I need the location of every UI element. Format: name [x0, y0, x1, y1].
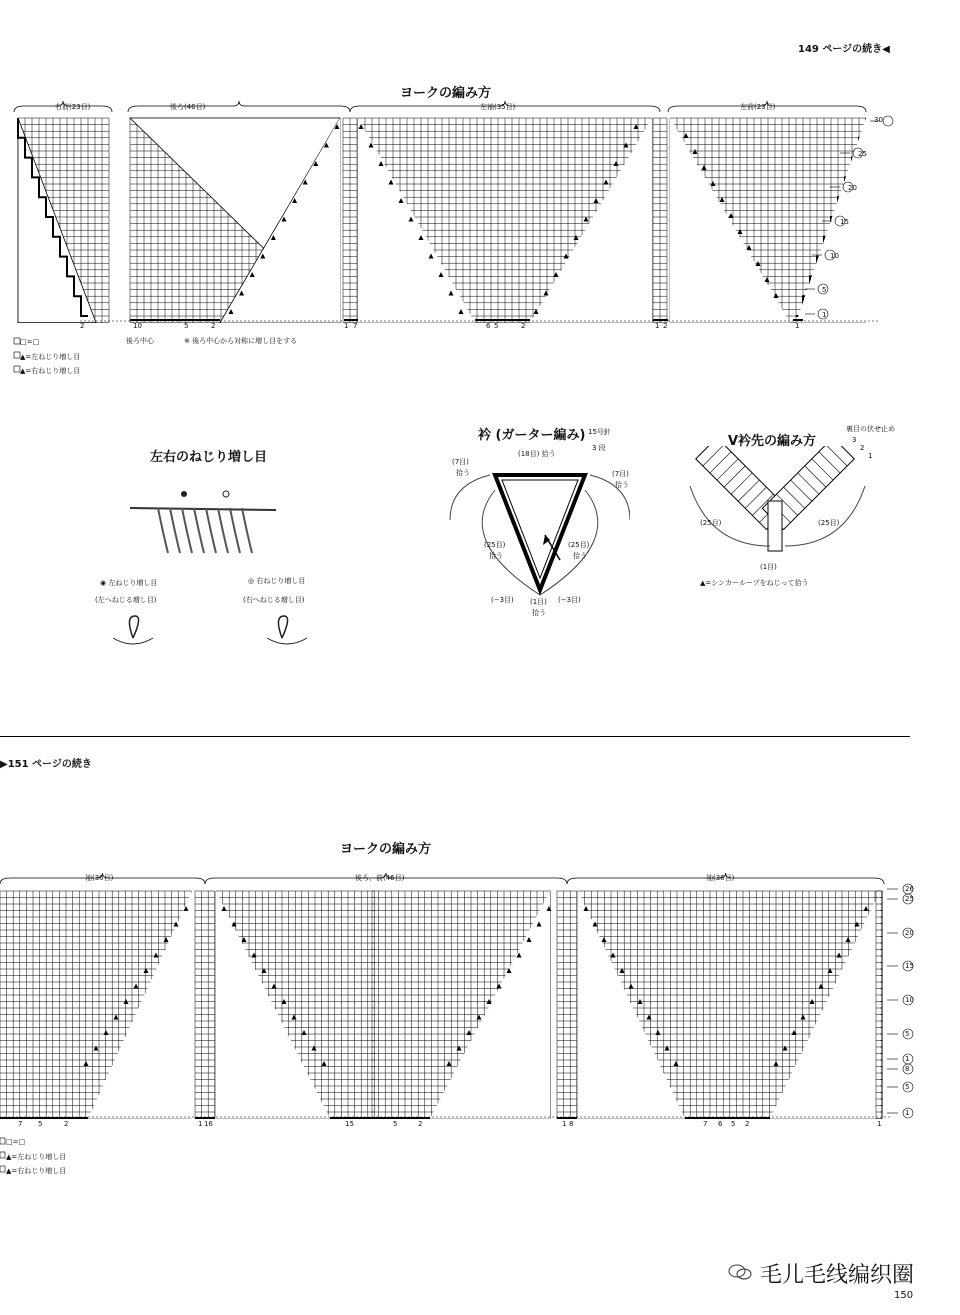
c2-num: 1: [198, 1120, 203, 1128]
vneck-marker: 1: [868, 452, 873, 460]
collar-needle: 15号針: [588, 428, 611, 436]
c2-num: 1: [877, 1120, 882, 1128]
collar-top: (18目) 拾う: [518, 450, 556, 458]
left-twist-label: ◉ 左ねじり増し目: [100, 579, 158, 587]
collar-minus-right: (−3目): [558, 596, 581, 604]
vneck-marker: 2: [860, 444, 865, 452]
legend-swatch: [0, 1166, 5, 1172]
collar-rows: 3 段: [592, 444, 606, 452]
collar-right25b: 拾う: [573, 552, 587, 560]
collar-left7b: 拾う: [456, 469, 470, 477]
increase-mark: [272, 984, 277, 989]
c2-row-marker: 20: [905, 929, 914, 937]
increase-mark: [154, 953, 159, 958]
chart1-section-right-front: 右前(23目): [55, 103, 91, 111]
increase-mark: [114, 1015, 119, 1020]
chart1-section-left-front: 左前(23目): [740, 103, 776, 111]
c1-num: 5: [184, 322, 189, 330]
watermark: 毛儿毛线编织圈: [760, 1263, 915, 1288]
collar-title: 衿 (ガーター編み): [478, 428, 586, 443]
c1-num: 1: [344, 322, 349, 330]
c1-num: 5: [494, 322, 499, 330]
continued-from-149: 149 ページの続き◀: [798, 44, 890, 55]
collar-one: (1目): [530, 598, 547, 606]
collar-right7: (7目): [612, 470, 629, 478]
c2-row-marker: 26: [905, 885, 914, 893]
c2-num: 5: [38, 1120, 43, 1128]
collar-right7b: 拾う: [615, 481, 629, 489]
collar-right25: (25目): [568, 541, 590, 549]
increase-mark: [602, 937, 607, 942]
vneck-one: (1目): [760, 563, 777, 571]
c2-row-marker: 5: [905, 1083, 910, 1091]
right-twist-label: ◎ 右ねじり増し目: [248, 577, 306, 585]
increase-mark: [783, 1046, 788, 1051]
c2-num: 7: [703, 1120, 708, 1128]
c2-num: 6: [718, 1120, 723, 1128]
grid-strip-a: [195, 891, 215, 1119]
c2-legend-right-twist: ▲=右ねじり増し目: [6, 1167, 67, 1175]
c2-row-marker: 15: [905, 962, 914, 970]
chart2-section-sleeve-right: 袖(36目): [706, 874, 735, 882]
sleeve-right-blank2: [770, 891, 880, 1119]
collar-minus-left: (−3目): [491, 596, 514, 604]
c2-row-marker: 1: [905, 1055, 910, 1063]
c2-row-marker: 25: [905, 895, 914, 903]
page-number: 150: [894, 1290, 914, 1301]
chart2-title: ヨークの編み方: [340, 842, 432, 857]
c1-row-marker: 5: [822, 286, 827, 294]
increase-mark: [302, 1030, 307, 1035]
left-twist-sub: (左へねじる増し目): [95, 596, 157, 604]
increase-mark: [477, 1015, 482, 1020]
c1-row-marker: 1: [822, 311, 827, 319]
increase-mark: [656, 1030, 661, 1035]
increase-mark: [801, 1015, 806, 1020]
chart2-section-body: 後ろ、前(46目): [355, 874, 405, 882]
increase-mark: [864, 906, 869, 911]
c2-num: 5: [393, 1120, 398, 1128]
c1-num: 7: [353, 322, 358, 330]
vneck-right25: (25目): [818, 519, 840, 527]
back-center-label: 後ろ中心: [126, 337, 154, 345]
increase-mark: [457, 1046, 462, 1051]
increase-mark: [665, 1046, 670, 1051]
c1-num: 2: [663, 322, 668, 330]
c1-legend-plain: □=□: [20, 338, 40, 346]
c2-num: 7: [18, 1120, 23, 1128]
increase-mark: [322, 1061, 327, 1066]
c2-legend-plain: □=□: [6, 1138, 26, 1146]
collar-left7: (7目): [452, 458, 469, 466]
vneck-left25: (25目): [700, 519, 722, 527]
chart1-title: ヨークの編み方: [400, 86, 492, 101]
symmetry-note: ※ 後ろ中心から対称に増し目をする: [184, 337, 298, 345]
increase-mark: [94, 1046, 99, 1051]
c2-num: 5: [731, 1120, 736, 1128]
c1-row-marker: 10: [830, 252, 839, 260]
c1-num: 2: [521, 322, 526, 330]
c2-legend-left-twist: ▲=左ねじり増し目: [6, 1153, 67, 1161]
c1-num: 2: [211, 322, 216, 330]
c2-row-marker: 1: [905, 1109, 910, 1117]
increase-mark: [447, 1061, 452, 1066]
increase-mark: [846, 937, 851, 942]
increase-mark: [774, 1061, 779, 1066]
c1-legend-right-twist: ▲=右ねじり増し目: [20, 367, 81, 375]
vneck-marker: 3: [852, 436, 857, 444]
increase-mark: [312, 1046, 317, 1051]
c2-num: 2: [745, 1120, 750, 1128]
chart2-section-sleeve-left: 袖(36目): [85, 874, 114, 882]
chart1-section-left-sleeve: 左袖(35目): [480, 103, 516, 111]
vneck-bind-off: 裏目の伏せ止め: [846, 425, 895, 433]
continued-from-151: ▶151 ページの続き: [0, 759, 92, 770]
brace-sleeve-left: [0, 873, 205, 884]
c1-legend-left-twist: ▲=左ねじり増し目: [20, 353, 81, 361]
c1-num: 6: [486, 322, 491, 330]
increase-mark: [629, 984, 634, 989]
c2-num: 15: [345, 1120, 354, 1128]
collar-left25b: 拾う: [489, 552, 503, 560]
c2-num: 8: [569, 1120, 574, 1128]
chart1-section-back: 後ろ(46目): [170, 103, 206, 111]
grid-strip-b: [557, 891, 577, 1119]
increase-mark: [292, 1015, 297, 1020]
vneck-legend: ▲=シンカーループをねじって拾う: [700, 579, 809, 587]
c2-row-marker: 10: [905, 996, 914, 1004]
c2-num: 16: [204, 1120, 213, 1128]
increase-mark: [104, 1030, 109, 1035]
c1-row-marker: 25: [858, 150, 867, 158]
c1-row-marker: 30: [874, 116, 883, 124]
c1-row-marker: 20: [848, 184, 857, 192]
brace-sleeve-right: [567, 873, 884, 884]
c1-num: 2: [80, 322, 85, 330]
c2-row-marker: 8: [905, 1065, 910, 1073]
legend-swatch: [0, 1138, 5, 1144]
c2-num: 1: [562, 1120, 567, 1128]
c1-row-marker: 15: [840, 218, 849, 226]
increase-mark: [837, 953, 842, 958]
legend-swatch: [0, 1152, 5, 1158]
increase-mark: [674, 1061, 679, 1066]
right-twist-sub: (右へねじる増し目): [243, 596, 305, 604]
twist-title: 左右のねじり増し目: [150, 450, 268, 465]
c2-row-marker: 5: [905, 1030, 910, 1038]
c1-num: 1: [655, 322, 660, 330]
vneck-title: V衿先の編み方: [728, 434, 817, 449]
collar-left25: (25目): [484, 541, 506, 549]
c2-num: 2: [64, 1120, 69, 1128]
increase-mark: [819, 984, 824, 989]
brace-body: [205, 873, 567, 884]
c1-num: 10: [133, 322, 142, 330]
increase-mark: [164, 937, 169, 942]
collar-oneb: 拾う: [532, 609, 546, 617]
c1-num: 1: [795, 322, 800, 330]
c2-num: 2: [418, 1120, 423, 1128]
back-right-blank: [430, 891, 550, 1119]
increase-mark: [84, 1061, 89, 1066]
increase-mark: [134, 984, 139, 989]
